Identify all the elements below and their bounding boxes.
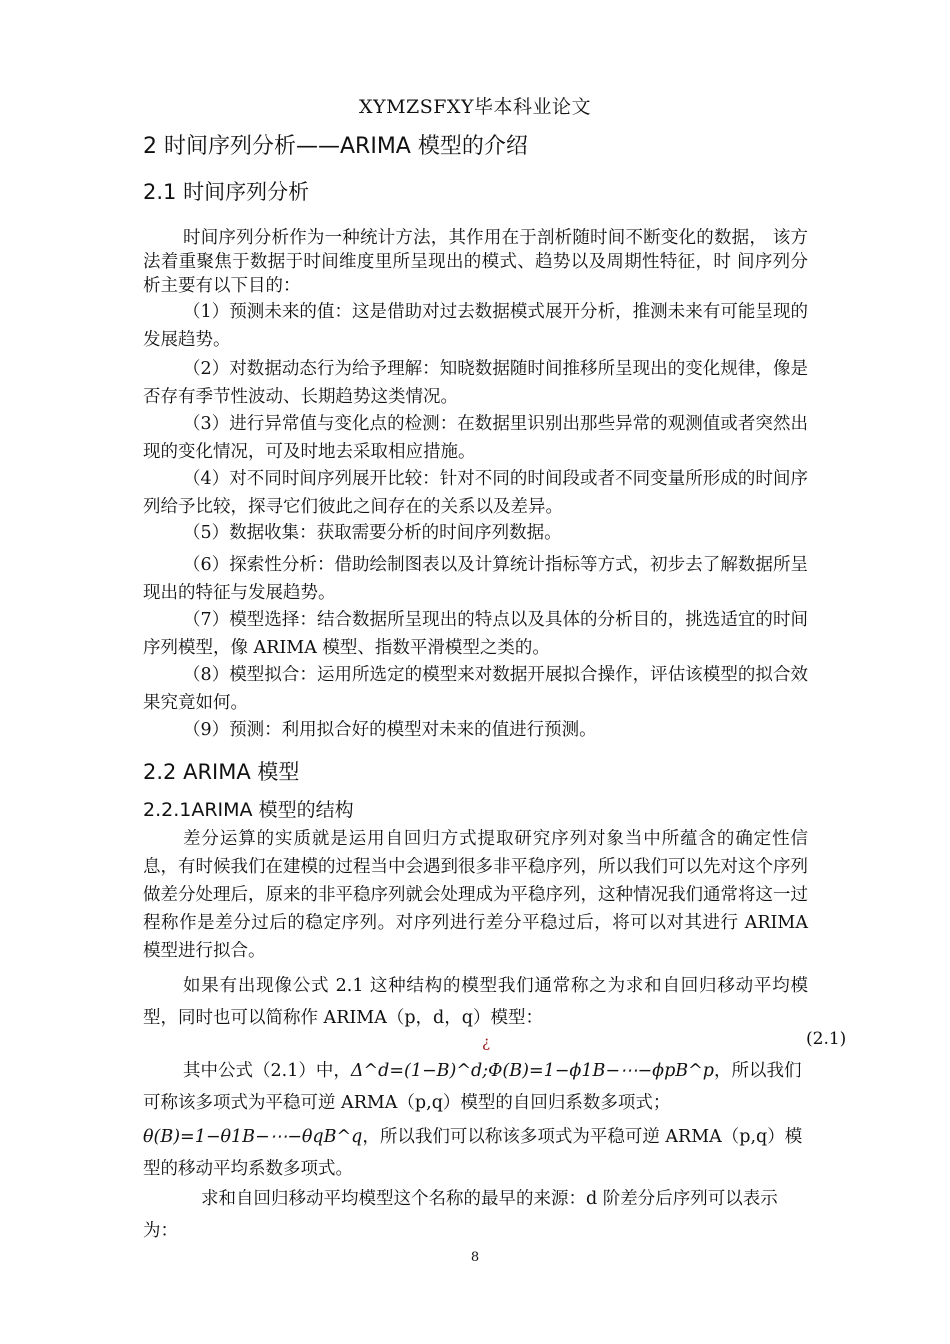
running-header: XYMZSFXY毕本科业论文 bbox=[359, 96, 591, 118]
equation-placeholder-glyph: ¿ bbox=[482, 1033, 491, 1051]
list-item: （5）数据收集：获取需要分析的时间序列数据。 bbox=[183, 523, 562, 543]
page-number: 8 bbox=[470, 1250, 480, 1265]
list-item: （4）对不同时间序列展开比较：针对不同的时间段或者不同变量所形成的时间序列给予比较，探寻它们彼此之间存在的关系以及差异。 bbox=[143, 469, 808, 517]
section-2-2-title: 2.2 ARIMA 模型 bbox=[143, 760, 300, 784]
section-2-2-paragraph-5: 求和自回归移动平均模型这个名称的最早的来源：d 阶差分后序列可以表示为： bbox=[143, 1189, 778, 1241]
list-item: （9）预测：利用拟合好的模型对未来的值进行预测。 bbox=[183, 720, 597, 740]
list-item: （2）对数据动态行为给予理解：知晓数据随时间推移所呈现出的变化规律，像是否存有季节性波动、长期趋势这类情况。 bbox=[143, 359, 808, 407]
difference-operator-formula: Δ^d=(1−B)^d;Φ(B)=1−ϕ1B−⋯−ϕpB^p bbox=[350, 1061, 715, 1081]
list-item: （8）模型拟合：运用所选定的模型来对数据开展拟合操作，评估该模型的拟合效果究竟如何。 bbox=[143, 665, 808, 713]
paragraph-4-suffix: ，所以我们可以称该多项式为平稳可逆 ARMA（p,q）模型的移动平均系数多项式。 bbox=[143, 1127, 803, 1179]
section-2-2-paragraph-3 bbox=[143, 1055, 808, 1119]
list-item: （6）探索性分析：借助绘制图表以及计算统计指标等方式，初步去了解数据所呈现出的特征与发展趋势。 bbox=[143, 555, 808, 603]
list-item: （3）进行异常值与变化点的检测：在数据里识别出那些异常的观测值或者突然出现的变化情况，可及时地去采取相应措施。 bbox=[143, 414, 808, 462]
section-2-2-paragraph-1: 差分运算的实质就是运用自回归方式提取研究序列对象当中所蕴含的确定性信息，有时候我们在建模的过程当中会遇到很多非平稳序列，所以我们可以先对这个序列做差分处理后，原来的非平稳序列就会处理成为平稳序列，这种情况我们通常将这一过程称作是差分过后的稳定序列。对序列进行差分平稳过后，将可以对其进行 ARIMA 模型进行拟合。 bbox=[143, 829, 808, 961]
section-2-2-paragraph-4 bbox=[143, 1121, 808, 1185]
list-item: （7）模型选择：结合数据所呈现出的特点以及具体的分析目的，挑选适宜的时间序列模型，像 ARIMA 模型、指数平滑模型之类的。 bbox=[143, 610, 808, 658]
equation-number: (2.1) bbox=[806, 1029, 847, 1049]
chapter-title: 2 时间序列分析——ARIMA 模型的介绍 bbox=[143, 134, 528, 159]
section-2-2-paragraph-2: 如果有出现像公式 2.1 这种结构的模型我们通常称之为求和自回归移动平均模型，同时也可以简称作 ARIMA（p，d，q）模型： bbox=[143, 976, 808, 1028]
subsection-2-2-1-title: 2.2.1ARIMA 模型的结构 bbox=[143, 799, 354, 821]
paragraph-3-suffix: ，所以我们可称该多项式为平稳可逆 ARMA（p,q）模型的自回归系数多项式； bbox=[143, 1061, 802, 1113]
paragraph-3-prefix: 其中公式（2.1）中， bbox=[183, 1061, 351, 1081]
ma-polynomial-formula: θ(B)=1−θ1B−⋯−θqB^q bbox=[143, 1127, 363, 1147]
section-2-1-title: 2.1 时间序列分析 bbox=[143, 180, 310, 204]
section-2-1-intro: 时间序列分析作为一种统计方法，其作用在于剖析随时间不断变化的数据， 该方法着重聚焦于数据于时间维度里所呈现出的模式、趋势以及周期性特征，时 间序列分析主要有以下目的： bbox=[143, 228, 808, 296]
list-item: （1）预测未来的值：这是借助对过去数据模式展开分析，推测未来有可能呈现的发展趋势。 bbox=[143, 302, 808, 350]
